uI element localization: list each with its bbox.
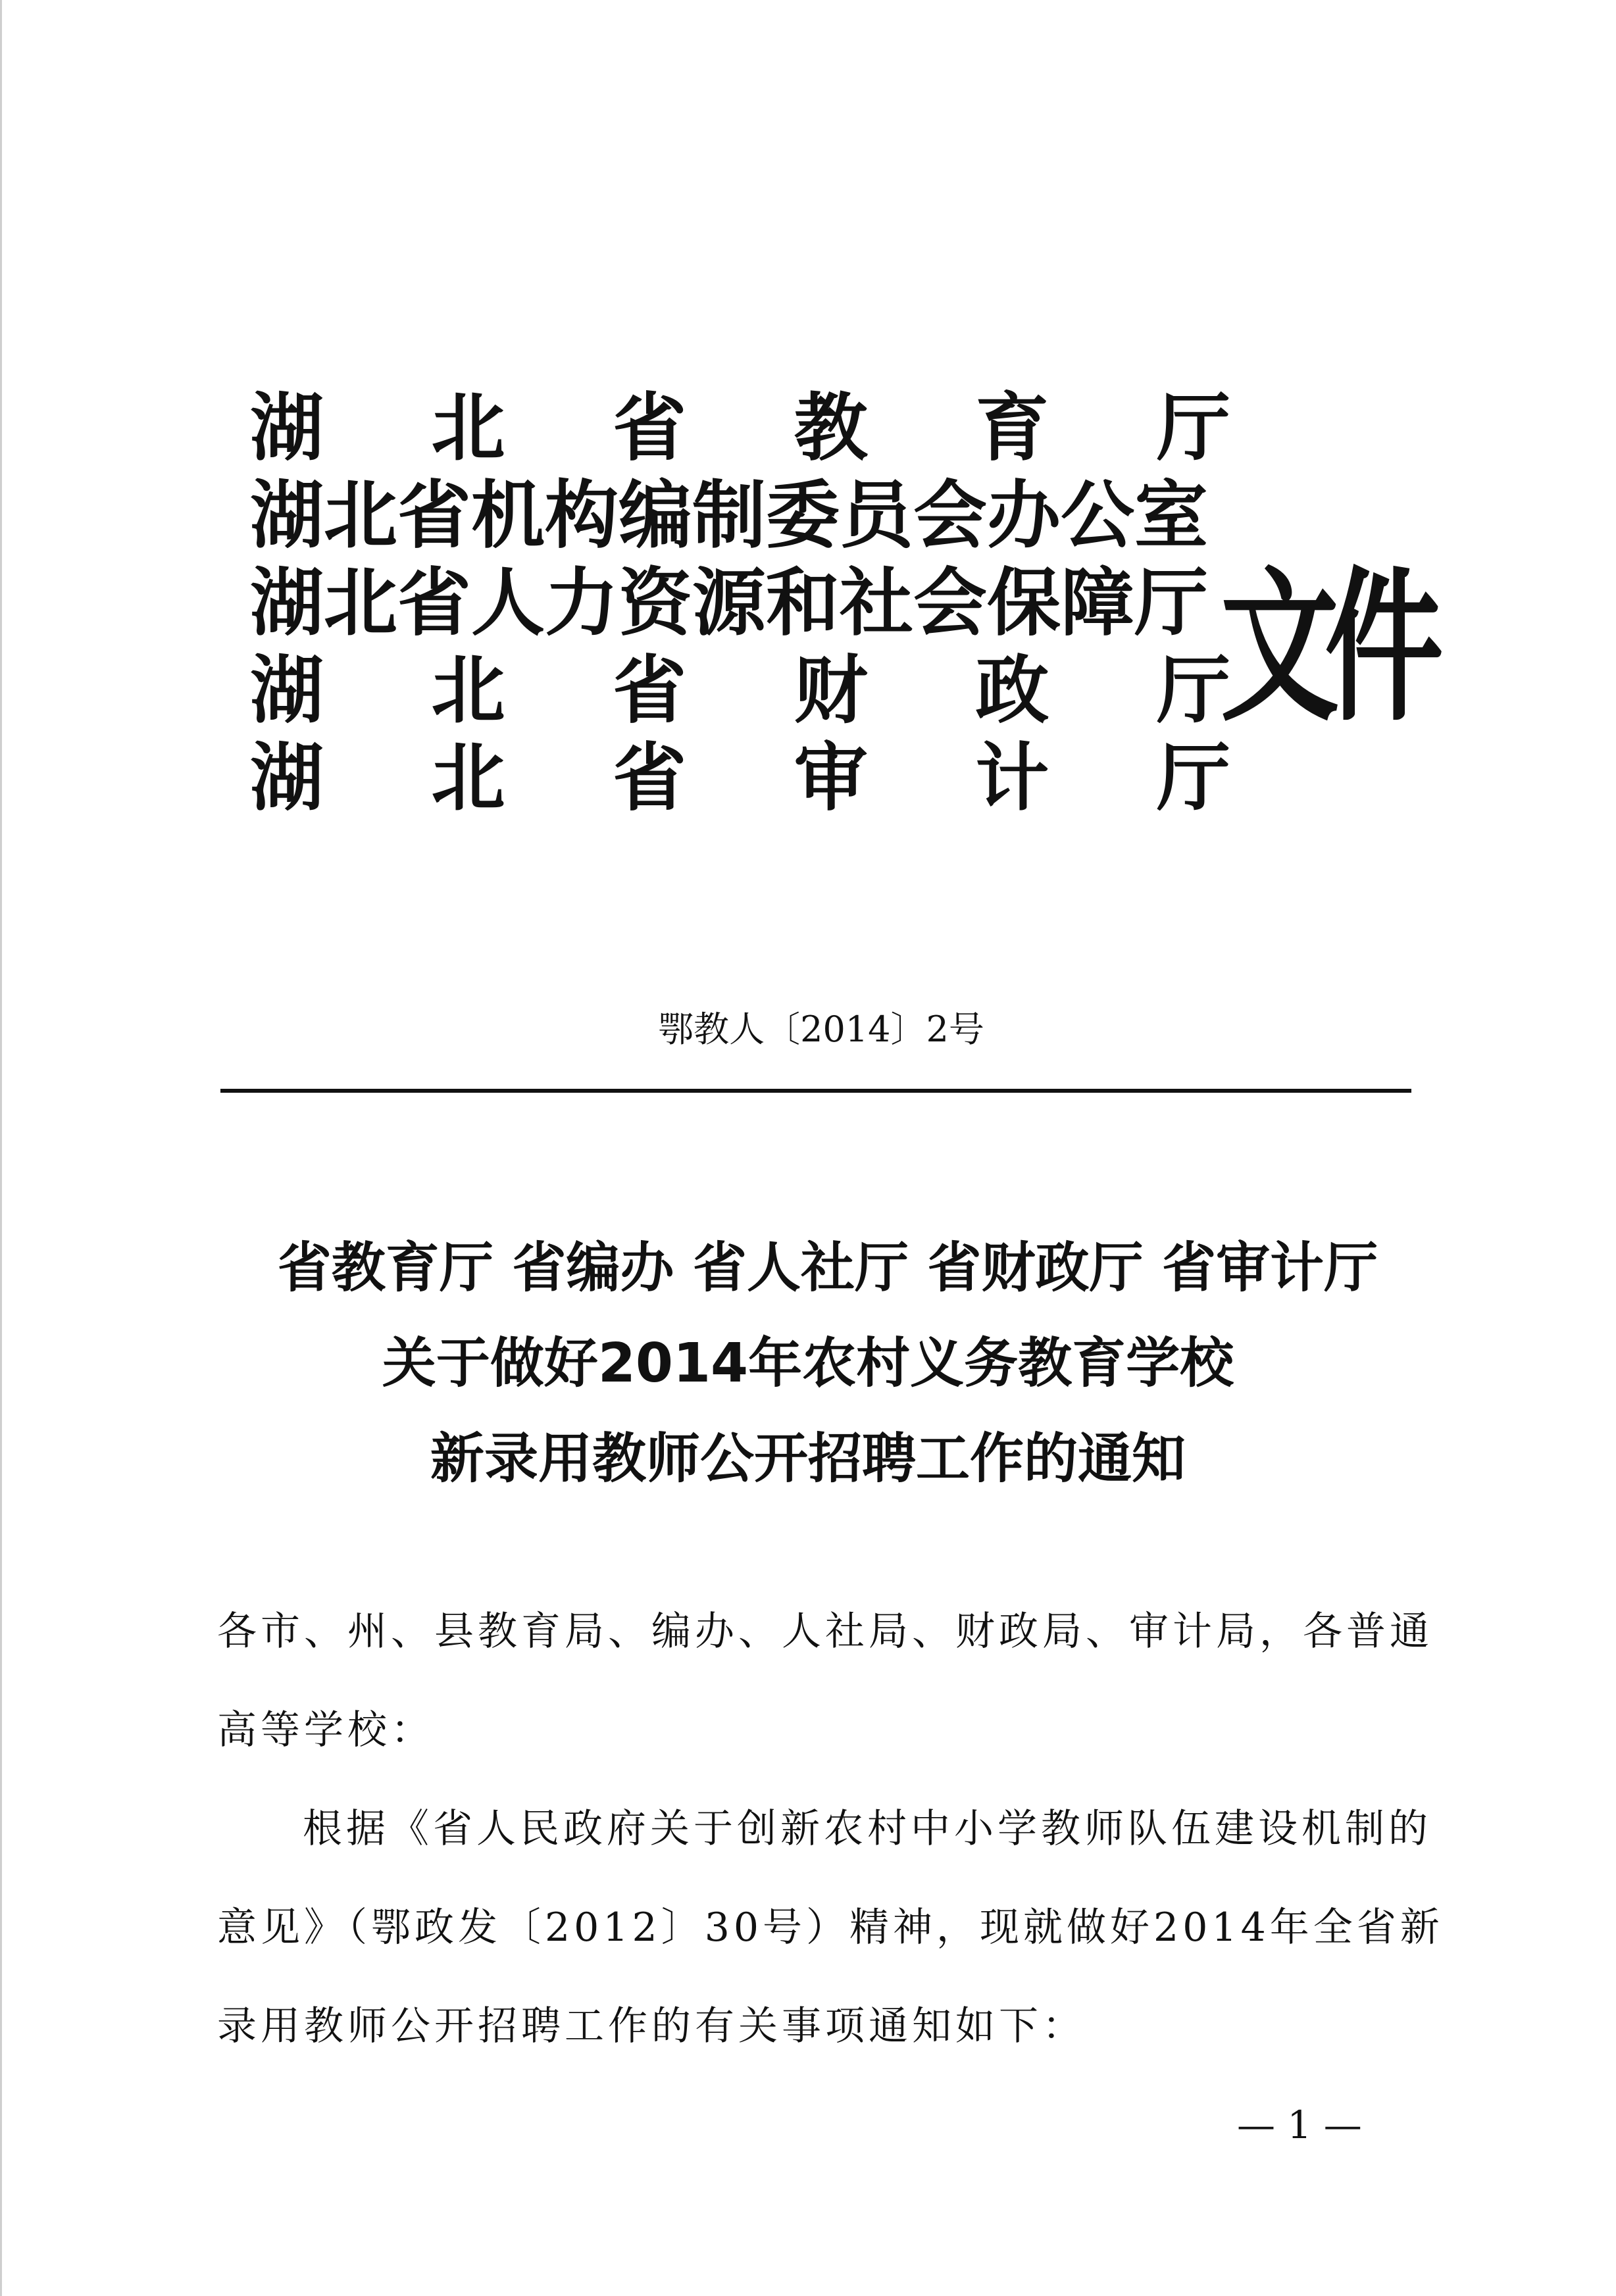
issuer-audit-department: [250, 735, 1230, 822]
paragraph-line-3: 录用教师公开招聘工作的有关事项通知如下：: [217, 2003, 1086, 2049]
issuer-char: 省: [613, 386, 687, 471]
issuer-char: 财: [794, 648, 868, 734]
paragraph-line-2: 意见》（鄂政发〔2012〕30号）精神，现就做好2014年全省新: [217, 1905, 1444, 1951]
addressee-line-2: 高等学校：: [217, 1707, 434, 1753]
issuer-char: 北: [431, 386, 505, 471]
title-line-3: 新录用教师公开招聘工作的通知: [430, 1428, 1186, 1490]
scan-edge: [0, 0, 2, 2296]
title-line-2: 关于做好2014年农村义务教育学校: [382, 1332, 1234, 1395]
header-divider: [220, 1089, 1411, 1093]
issuer-char: 北: [431, 736, 505, 821]
issuer-finance-department: [250, 647, 1230, 735]
title-line-1: 省教育厅 省编办 省人社厅 省财政厅 省审计厅: [277, 1237, 1378, 1299]
issuing-authorities: [250, 385, 1230, 822]
issuer-char: 育: [975, 386, 1049, 471]
issuer-char: 教: [794, 386, 868, 471]
issuer-char: 计: [975, 736, 1049, 821]
page-number: — 1 —: [1237, 2103, 1362, 2147]
issuer-char: 湖: [250, 736, 324, 821]
issuer-char: 厅: [1156, 736, 1230, 821]
issuer-char: 省: [613, 736, 687, 821]
issuer-char: 北: [431, 648, 505, 734]
paragraph-line-1: 根据《省人民政府关于创新农村中小学教师队伍建设机制的: [303, 1806, 1432, 1852]
issuer-char: 政: [975, 648, 1049, 734]
document-number: 鄂教人〔2014〕2号: [658, 1009, 984, 1050]
addressee: [217, 1582, 1433, 1780]
issuer-char: 湖: [250, 386, 324, 471]
issuer-char: 审: [794, 736, 868, 821]
issuer-char: 厅: [1156, 386, 1230, 471]
document-type-label: 文件: [1221, 552, 1429, 743]
document-title: [0, 1220, 1616, 1507]
issuer-human-resources-department: 湖北省人力资源和社会保障厅: [250, 561, 1208, 646]
issuer-char: 省: [613, 648, 687, 734]
addressee-line-1: 各市、州、县教育局、编办、人社局、财政局、审计局，各普通: [217, 1609, 1433, 1655]
body-paragraph: [217, 1780, 1444, 2076]
issuer-char: 湖: [250, 648, 324, 734]
issuer-char: 厅: [1156, 648, 1230, 734]
issuer-staffing-office: 湖北省机构编制委员会办公室: [250, 473, 1208, 559]
issuer-education-department: [250, 385, 1230, 472]
